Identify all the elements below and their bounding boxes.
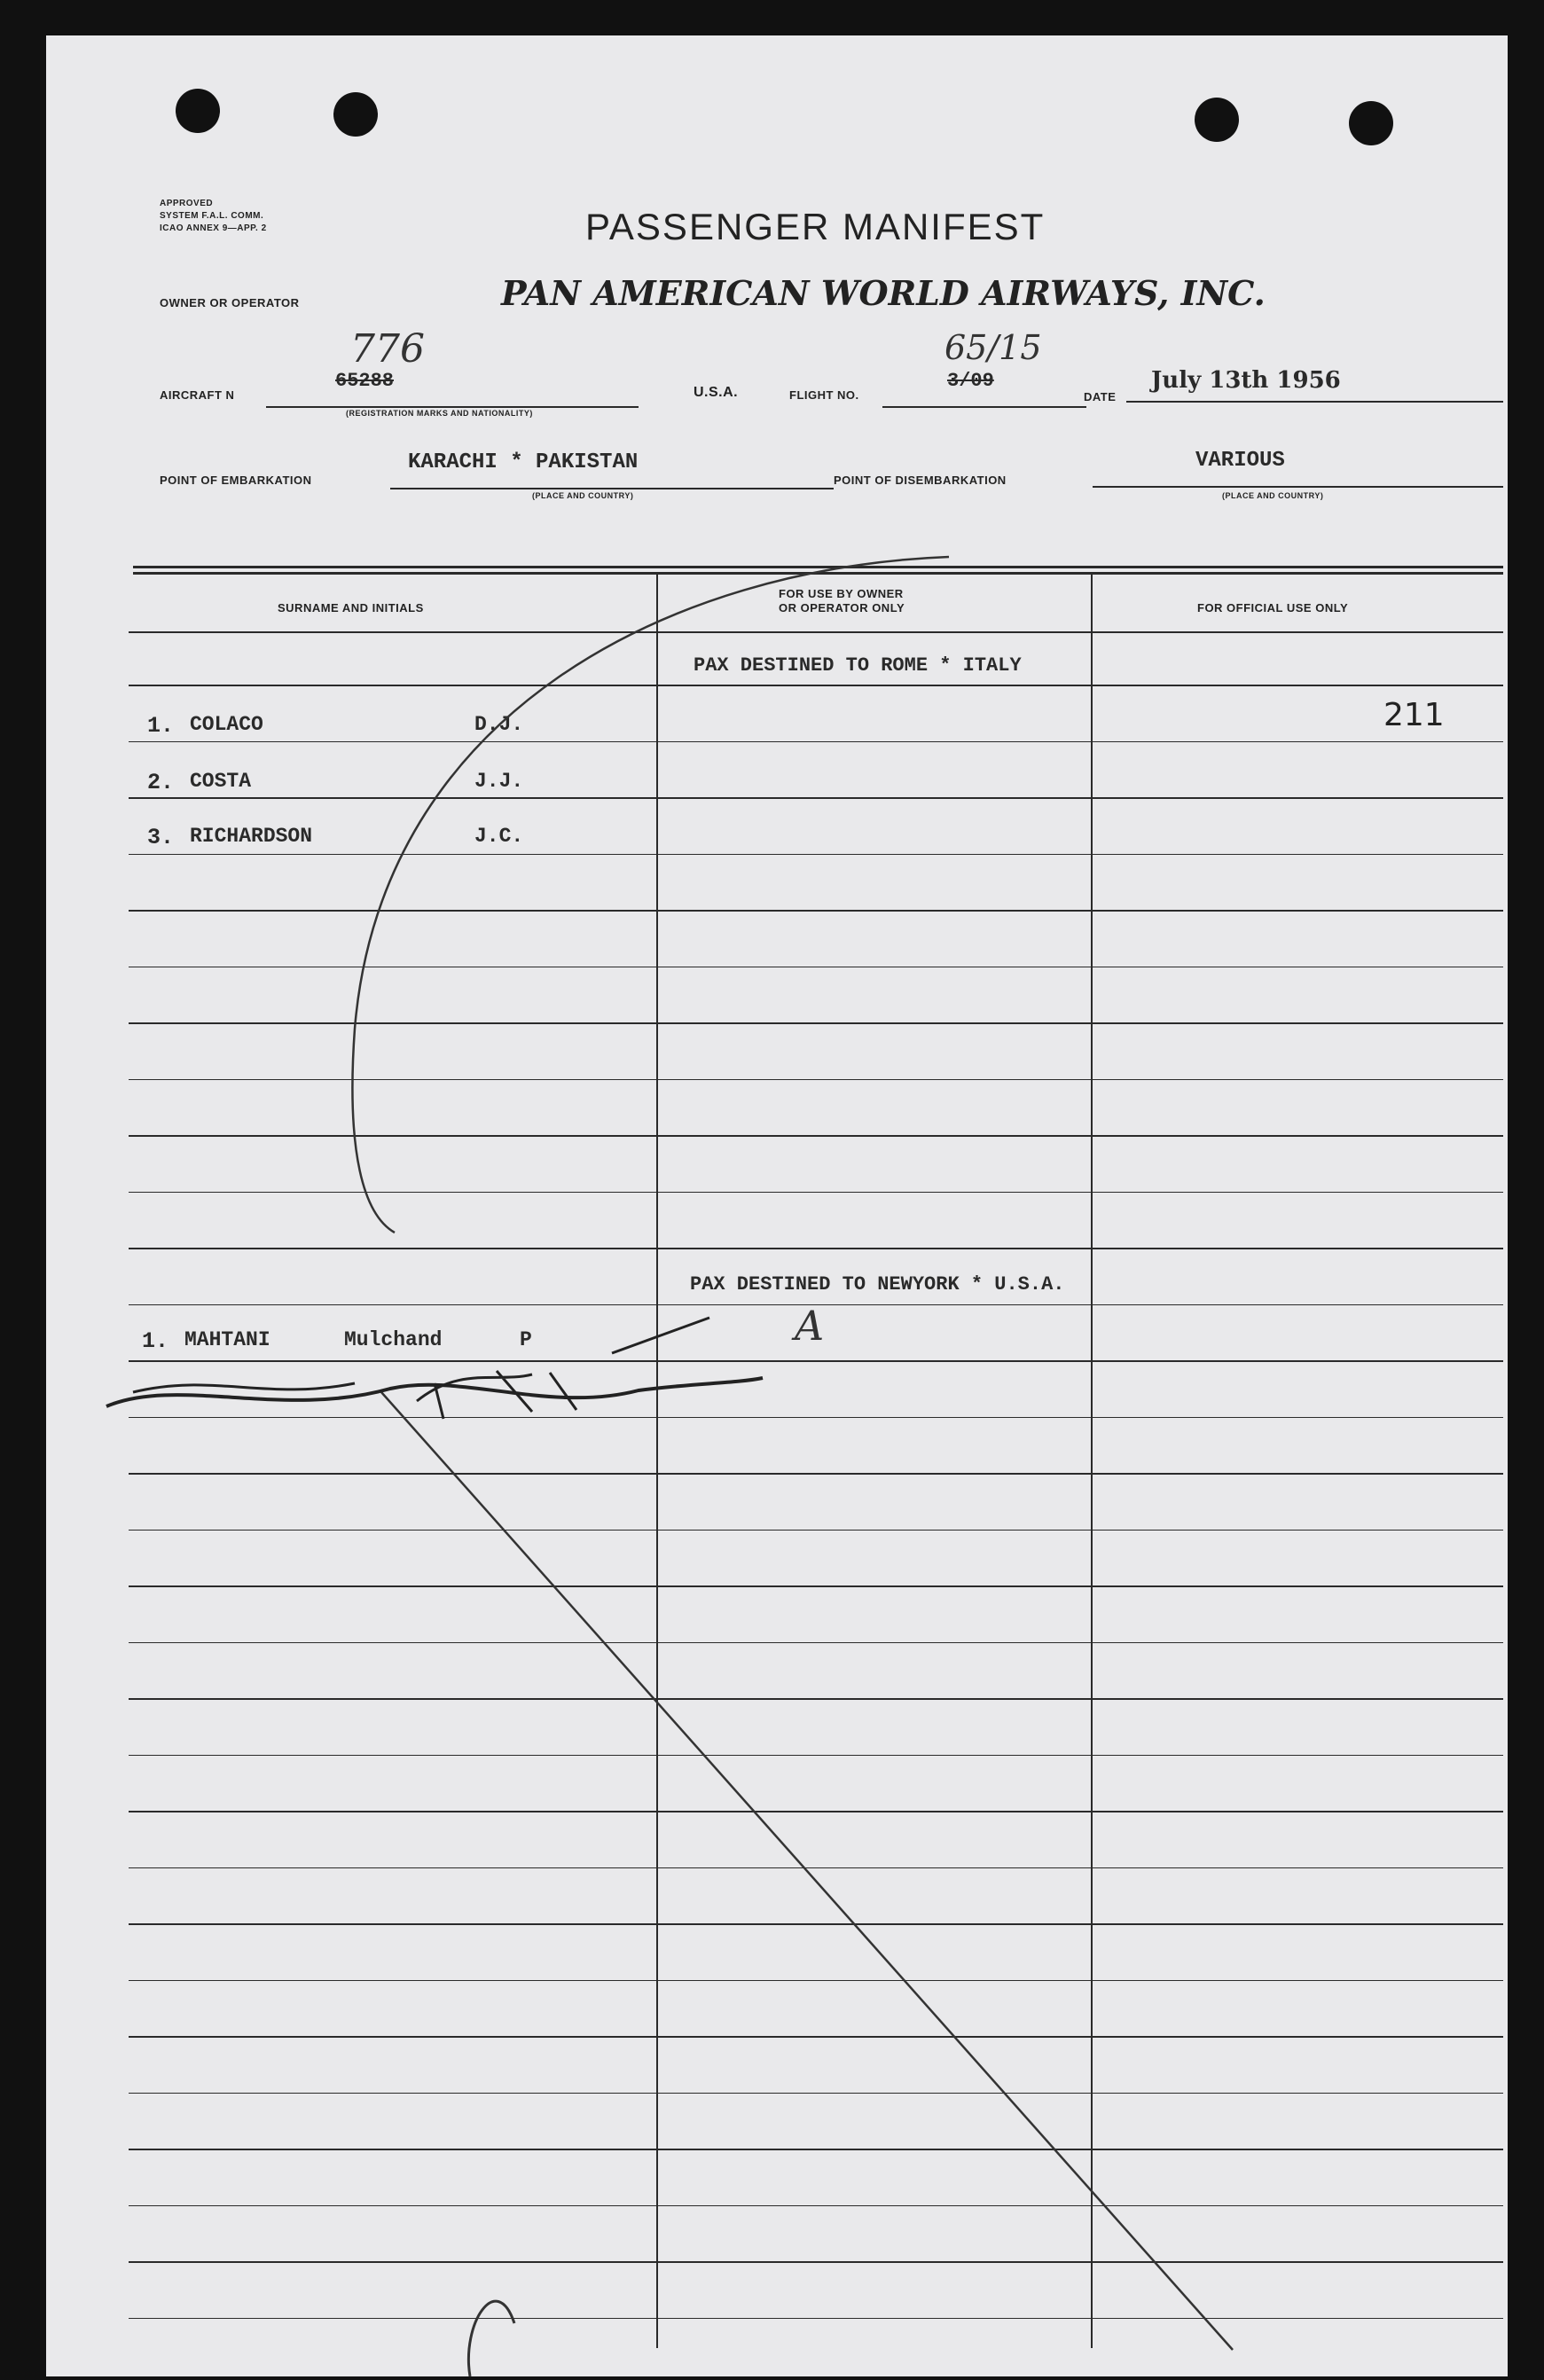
group-destination: PAX DESTINED TO NEWYORK * U.S.A. (690, 1273, 1065, 1296)
owner-name: PAN AMERICAN WORLD AIRWAYS, INC. (501, 273, 1266, 313)
diagonal-pen-stroke (381, 1392, 1233, 2350)
col-header-official: FOR OFFICIAL USE ONLY (1197, 601, 1349, 615)
registration-caption: (REGISTRATION MARKS AND NATIONALITY) (346, 409, 533, 418)
check-stroke (612, 1318, 709, 1353)
aircraft-label: AIRCRAFT N (160, 388, 235, 402)
passenger-surname: RICHARDSON (190, 825, 313, 848)
passenger-number: 3. (147, 825, 175, 850)
passenger-number: 2. (147, 770, 175, 795)
approval-line-3: ICAO ANNEX 9—APP. 2 (160, 223, 267, 233)
group-destination: PAX DESTINED TO ROME * ITALY (694, 654, 1022, 677)
approval-line-2: SYSTEM F.A.L. COMM. (160, 211, 264, 221)
passenger-number: 1. (142, 1328, 169, 1354)
disembark-caption: (PLACE AND COUNTRY) (1222, 491, 1324, 500)
usa-label: U.S.A. (694, 385, 739, 400)
disembark-label: POINT OF DISEMBARKATION (834, 474, 1007, 487)
aircraft-struck: 65288 (335, 370, 395, 392)
date-value: July 13th 1956 (1151, 367, 1341, 394)
passenger-given: Mulchand (344, 1328, 443, 1351)
passenger-initials: J.J. (474, 770, 524, 793)
handwritten-mark: A (795, 1302, 825, 1350)
flight-label: FLIGHT NO. (789, 388, 859, 402)
scribble-stroke (133, 1383, 355, 1392)
passenger-surname: MAHTANI (184, 1328, 270, 1351)
col-header-owner-use-2: OR OPERATOR ONLY (779, 601, 905, 615)
col-header-surname: SURNAME AND INITIALS (278, 601, 424, 615)
flight-handwritten: 65/15 (944, 328, 1042, 367)
scribble-stroke (106, 1378, 763, 1406)
passenger-initials: D.J. (474, 713, 524, 736)
passenger-surname: COSTA (190, 770, 252, 793)
curved-pen-stroke (352, 557, 949, 1233)
owner-label: OWNER OR OPERATOR (160, 296, 300, 309)
embark-value: KARACHI * PAKISTAN (408, 450, 639, 474)
pen-loop-stroke (468, 2301, 514, 2376)
col-header-owner-use-1: FOR USE BY OWNER (779, 587, 904, 600)
date-label: DATE (1084, 390, 1117, 403)
passenger-number: 1. (147, 713, 175, 739)
page-title: PASSENGER MANIFEST (585, 206, 1046, 247)
aircraft-handwritten: 776 (350, 326, 425, 372)
passenger-initials: P (520, 1328, 532, 1351)
embark-label: POINT OF EMBARKATION (160, 474, 312, 487)
embark-caption: (PLACE AND COUNTRY) (532, 491, 634, 500)
approval-line-1: APPROVED (160, 199, 214, 208)
flight-struck: 3/09 (947, 370, 994, 392)
passenger-surname: COLACO (190, 713, 263, 736)
disembark-value: VARIOUS (1195, 449, 1285, 473)
scribble-stroke (417, 1371, 576, 1419)
official-note: 211 (1383, 697, 1445, 733)
passenger-initials: J.C. (474, 825, 524, 848)
